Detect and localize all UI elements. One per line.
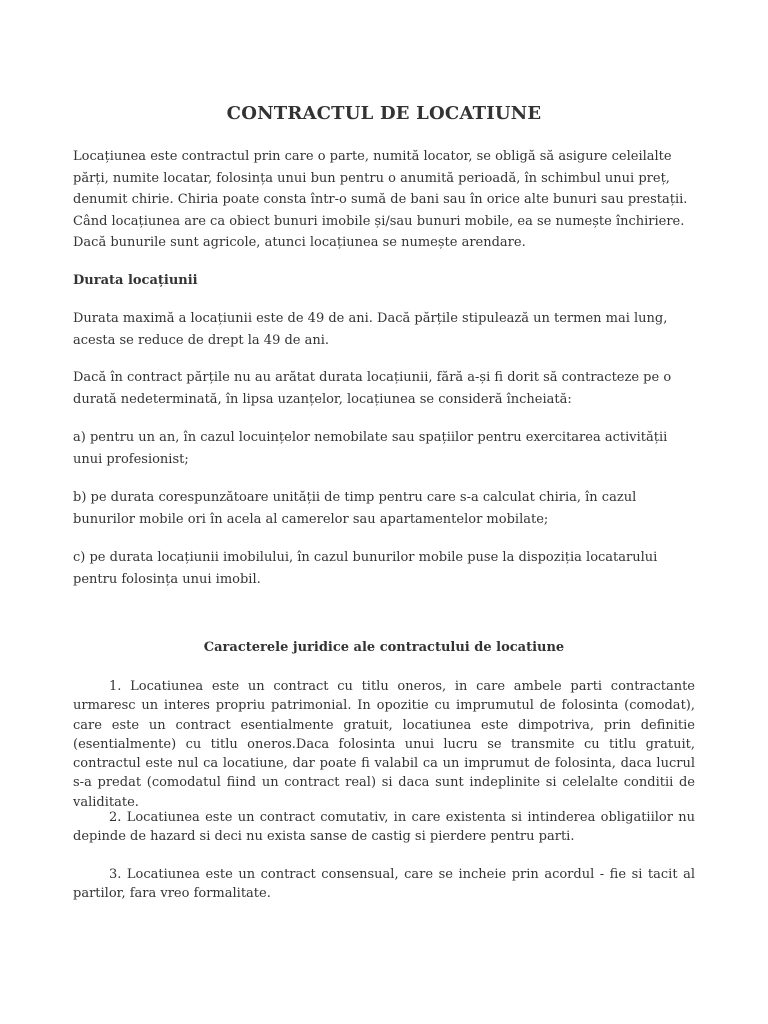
caractere-item-2: 2. Locatiunea este un contract comutativ, in care existenta si intinderea obligatiilor nu depinde de hazard si deci nu exista sanse de castig si pierdere pentru parti.	[73, 810, 695, 845]
document-title: CONTRACTUL DE LOCATIUNE	[226, 103, 542, 124]
durata-item-a: a) pentru un an, în cazul locuințelor nemobilate sau spațiilor pentru exercitarea activității unui profesionist;	[73, 430, 668, 467]
durata-item-c: c) pe durata locațiunii imobilului, în cazul bunurilor mobile puse la dispoziția locatarului pentru folosința unui imobil.	[73, 550, 658, 587]
section-heading-durata: Durata locațiunii	[73, 273, 198, 288]
caractere-item-1: 1. Locatiunea este un contract cu titlu oneros, in care ambele parti contractante urmaresc un interes propriu patrimonial. In opozitie cu imprumutul de folosinta (comodat), care este un contract esentialmente gratuit, locatiunea este dimpotriva, prin definitie (esentialmente) cu titlu oneros.Daca folosinta unui lucru se transmite cu titlu gratuit, contractul este nul ca locatiune, dar poate fi valabil ca un imprumut de folosinta, daca lucrul s-a predat (comodatul fiind un contract real) si daca sunt indeplinite si celelalte conditii de validitate.	[73, 679, 695, 810]
caractere-item-3: 3. Locatiunea este un contract consensual, care se incheie prin acordul - fie si tacit al partilor, fara vreo formalitate.	[73, 867, 695, 902]
durata-paragraph-2: Dacă în contract părțile nu au arătat durata locațiunii, fără a-și fi dorit să contracteze pe o durată nedeterminată, în lipsa uzanțelor, locațiunea se consideră încheiată:	[73, 370, 672, 407]
durata-item-b: b) pe durata corespunzătoare unității de timp pentru care s-a calculat chiria, în cazul bunurilor mobile ori în acela al camerelor sau apartamentelor mobilate;	[73, 490, 637, 527]
intro-paragraph: Locațiunea este contractul prin care o parte, numită locator, se obligă să asigure celeilalte părți, numite locatar, folosința unui bun pentru o anumită perioadă, în schimbul unui preț, denumit chirie. Chiria poate consta într-o sumă de bani sau în orice alte bunuri sau prestații. Când locațiunea are ca obiect bunuri imobile și/sau bunuri mobile, ea se numește închiriere. Dacă bunurile sunt agricole, atunci locațiunea se numește arendare.	[73, 149, 688, 250]
durata-paragraph-1: Durata maximă a locațiunii este de 49 de ani. Dacă părțile stipulează un termen mai lung, acesta se reduce de drept la 49 de ani.	[73, 311, 668, 348]
section-heading-caractere: Caracterele juridice ale contractului de locatiune	[203, 640, 565, 655]
